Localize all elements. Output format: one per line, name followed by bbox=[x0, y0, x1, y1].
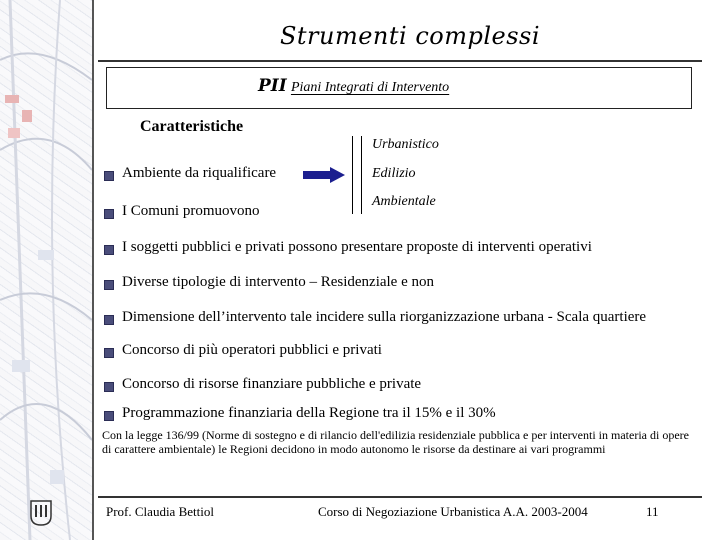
bullet-text: Ambiente da riqualificare bbox=[122, 165, 277, 181]
category-edilizio: Edilizio bbox=[372, 166, 416, 181]
category-ambientale: Ambientale bbox=[372, 194, 436, 209]
subtitle-full: Piani Integrati di Intervento bbox=[290, 80, 450, 95]
bullet-marker bbox=[104, 245, 114, 255]
footer-course: Corso di Negoziazione Urbanistica A.A. 2003-2004 bbox=[318, 504, 588, 519]
category-urbanistico: Urbanistico bbox=[372, 137, 439, 152]
bullet-marker bbox=[104, 171, 114, 181]
bullet-text: I Comuni promuovono bbox=[122, 203, 260, 219]
bullet-text: Concorso di più operatori pubblici e privati bbox=[122, 342, 382, 358]
bullet-text: Programmazione finanziaria della Regione tra il 15% e il 30% bbox=[122, 405, 496, 421]
bullet-text: Diverse tipologie di intervento – Residenziale e non bbox=[122, 274, 434, 290]
title-underline bbox=[98, 60, 702, 62]
law-note: Con la legge 136/99 (Norme di sostegno e di rilancio dell'edilizia residenziale pubblica e per interventi in materia di opere di carattere ambientale) le Regioni decidono in modo autonomo le risorse da destinare ai vari programmi bbox=[102, 428, 689, 456]
bullet-text: Dimensione dell’intervento tale incidere sulla riorganizzazione urbana - Scala quartiere bbox=[122, 309, 647, 325]
footer-divider bbox=[98, 496, 702, 498]
bullet-marker bbox=[104, 280, 114, 290]
university-logo-icon bbox=[30, 500, 52, 526]
bullet-text: I soggetti pubblici e privati possono presentare proposte di interventi operativi bbox=[122, 239, 592, 255]
arrow-icon bbox=[303, 167, 345, 188]
map-drawing bbox=[0, 0, 92, 540]
bullet-marker bbox=[104, 348, 114, 358]
subtitle-abbr: PII bbox=[258, 76, 287, 96]
bullet-marker bbox=[104, 382, 114, 392]
subtitle bbox=[258, 76, 449, 96]
section-heading: Caratteristiche bbox=[140, 118, 244, 135]
bullet-marker bbox=[104, 411, 114, 421]
map-background bbox=[0, 0, 92, 540]
page-number: 11 bbox=[646, 504, 659, 519]
bullet-marker bbox=[104, 209, 114, 219]
bullet-text: Concorso di risorse finanziare pubbliche e private bbox=[122, 376, 422, 392]
category-bracket bbox=[352, 136, 362, 214]
bullet-marker bbox=[104, 315, 114, 325]
left-divider bbox=[92, 0, 94, 540]
slide-title: Strumenti complessi bbox=[279, 22, 541, 50]
footer-author: Prof. Claudia Bettiol bbox=[106, 504, 214, 519]
